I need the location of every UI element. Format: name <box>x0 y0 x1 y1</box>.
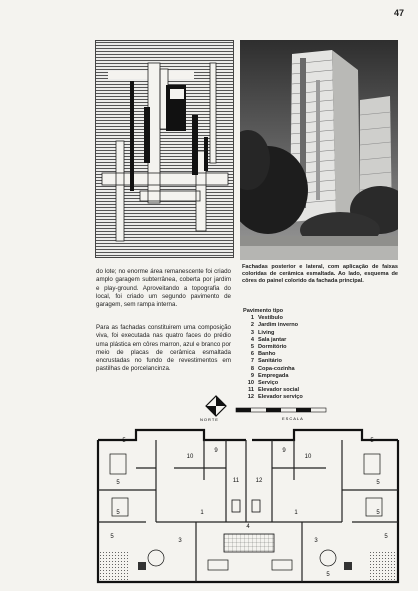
room-number: 5 <box>376 480 380 486</box>
legend-label: Elevador social <box>258 387 300 394</box>
legend-number: 3 <box>250 329 254 336</box>
room-number: 1 <box>200 510 204 516</box>
legend-number: 2 <box>250 322 254 329</box>
facade-drawing-svg <box>96 41 233 257</box>
legend-number: 4 <box>250 336 254 343</box>
page-number: 47 <box>393 8 404 18</box>
legend-label: Dormitório <box>258 344 287 351</box>
room-number: 9 <box>214 448 218 454</box>
legend-label: Sala jantar <box>258 336 287 343</box>
legend-number: 10 <box>247 380 254 387</box>
room-number: 5 <box>110 534 114 540</box>
legend-item <box>243 351 393 358</box>
body-paragraph-1: do lote; no enorme área remanescente foi criado amplo garagem subterrânea, coberta por jardim e play-ground. Aproveitando a topografia do local, foi criado um segundo pavimento de garagem, sem rampa interna. <box>96 268 231 309</box>
legend-item <box>243 366 393 373</box>
room-number: 5 <box>116 510 120 516</box>
photo-caption: Fachadas posterior e lateral, com aplicação de faixas coloridas de cerâmica esmaltada. Ao lado, esquema de côres do painel colorido da fachada principal. <box>242 264 398 285</box>
room-number: 5 <box>384 534 388 540</box>
legend-label: Sanitário <box>258 358 282 365</box>
legend-number: 1 <box>250 315 254 322</box>
legend-number: 7 <box>250 358 254 365</box>
legend-label: Living <box>258 329 275 336</box>
room-number: 5 <box>326 572 330 578</box>
room-number: 5 <box>370 438 374 444</box>
legend-label: Vestíbulo <box>258 315 283 322</box>
room-number: 5 <box>116 480 120 486</box>
legend-label: Serviço <box>258 380 279 387</box>
legend-number: 6 <box>250 351 254 358</box>
legend-label: Banho <box>258 351 276 358</box>
north-label: NORTE <box>200 417 219 422</box>
photo-svg <box>240 40 398 260</box>
room-number: 1 <box>294 510 298 516</box>
legend-item <box>243 380 393 387</box>
room-number: 12 <box>255 478 263 484</box>
legend-item <box>243 344 393 351</box>
room-number: 10 <box>304 454 312 460</box>
typical-floor-plan <box>96 410 402 585</box>
room-number: 5 <box>122 438 126 444</box>
legend-item <box>243 322 393 329</box>
body-paragraph-2: Para as fachadas constituirem uma composição viva, foi executada nas quatro faces do prédio uma plástica em côres marron, azul e branco por meio de placas de cerâmica esmaltada encrustadas no fundo de revestimentos em pastilhas de porcelancinza. <box>96 324 231 373</box>
legend-label: Jardim inverno <box>258 322 299 329</box>
room-number: 4 <box>246 524 250 530</box>
floor-plan-legend <box>243 308 393 402</box>
room-number: 9 <box>282 448 286 454</box>
legend-item <box>243 358 393 365</box>
floor-plan-svg <box>96 410 402 585</box>
legend-title: Pavimento tipo <box>243 308 284 314</box>
room-number: 11 <box>232 478 240 484</box>
legend-number: 5 <box>250 344 254 351</box>
room-number: 5 <box>376 510 380 516</box>
legend-item <box>243 330 393 337</box>
legend-item <box>243 337 393 344</box>
legend-item <box>243 373 393 380</box>
legend-number: 9 <box>250 372 254 379</box>
building-photograph <box>240 40 398 260</box>
room-number: 3 <box>178 538 182 544</box>
legend-number: 11 <box>248 387 254 394</box>
room-number: 10 <box>186 454 194 460</box>
legend-label: Empregada <box>258 372 289 379</box>
scale-label: ESCALA <box>282 416 304 421</box>
legend-item <box>243 315 393 322</box>
legend-number: 12 <box>247 394 254 401</box>
legend-label: Elevador serviço <box>258 394 303 401</box>
facade-color-scheme-drawing <box>95 40 234 258</box>
legend-number: 8 <box>250 365 254 372</box>
room-number: 3 <box>314 538 318 544</box>
legend-label: Copa-cozinha <box>258 365 295 372</box>
